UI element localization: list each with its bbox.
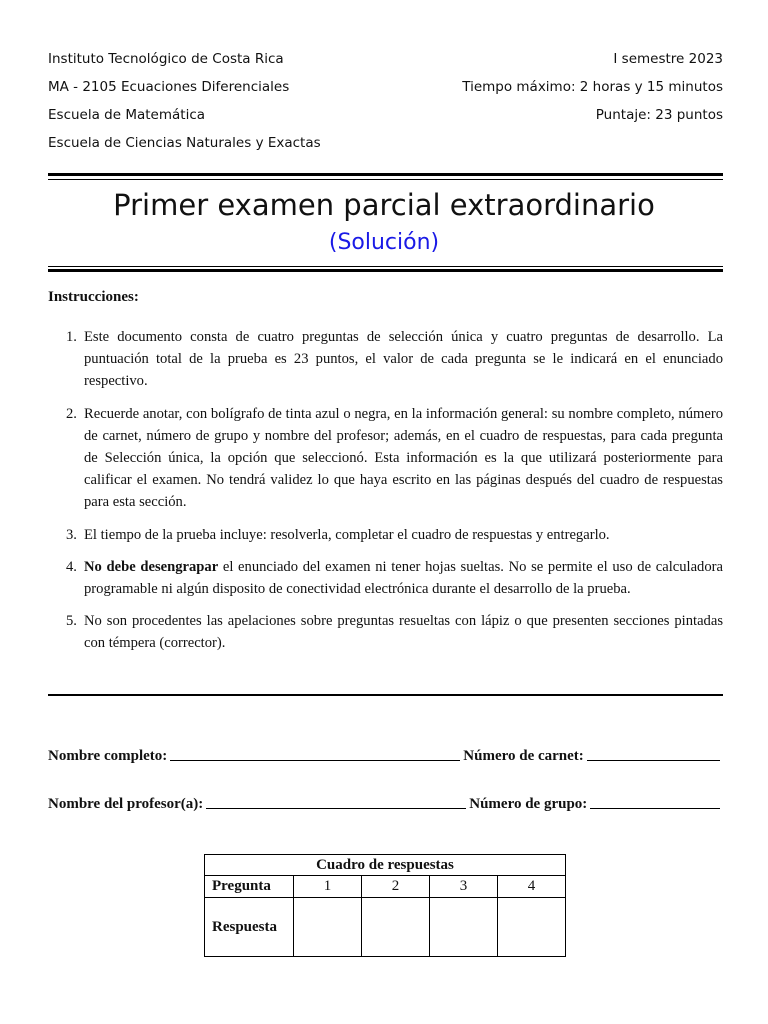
answers-caption: Cuadro de respuestas [205,855,566,876]
answer-cell-4[interactable] [498,898,566,957]
full-name-label: Nombre completo: [48,748,168,764]
professor-label: Nombre del profesor(a): [48,796,204,812]
exam-header [48,48,723,160]
school-math: Escuela de Matemática [48,107,206,123]
professor-line[interactable] [206,807,466,809]
instructions-heading: Instrucciones: [48,289,139,305]
exam-subtitle: (Solución) [328,230,440,255]
question-number: 3 [430,876,498,898]
instruction-item: 3. El tiempo de la prueba incluye: resolverla, completar el cuadro de respuestas y entregarlo. [66,526,610,543]
professor-group-row [48,796,723,813]
instruction-emphasis: No debe desengrapar [84,558,219,575]
group-label: Número de grupo: [469,796,588,812]
group-line[interactable] [590,807,720,809]
answer-cell-1[interactable] [294,898,362,957]
answer-cell-2[interactable] [362,898,430,957]
carnet-line[interactable] [587,759,720,761]
semester: I semestre 2023 [613,51,723,67]
instructions-list [48,326,723,665]
answers-table [204,854,566,957]
question-number: 2 [362,876,430,898]
question-number: 4 [498,876,566,898]
top-rule-thin [48,179,723,180]
instruction-item: 2. Recuerde anotar, con bolígrafo de tinta azul o negra, en la información general: su nombre completo, número de carnet, número de grupo y nombre del profesor; además, en el cuadro de respuestas, para cada pregunta de Selección única, la opción que seleccionó. Esta información es la que utilizará posteriormente para calificar el examen. No tendrá validez lo que haya escrito en las páginas después del cuadro de respuestas para esta sección. [66,405,723,511]
name-carnet-row [48,748,723,765]
instruction-item: 5. No son procedentes las apelaciones sobre preguntas resueltas con lápiz o que presenten secciones pintadas con témpera (corrector). [66,613,723,652]
title-rule-thin [48,266,723,267]
institution: Instituto Tecnológico de Costa Rica [48,51,284,67]
exam-title: Primer examen parcial extraordinario [113,188,655,222]
instruction-item: 1. Este documento consta de cuatro preguntas de selección única y cuatro preguntas de desarrollo. La puntuación total de la prueba es 23 puntos, el valor de cada pregunta se le indicará en el enunciado respectivo. [66,329,723,390]
full-name-line[interactable] [170,759,460,761]
title-rule-thick [48,269,723,272]
answer-cell-3[interactable] [430,898,498,957]
course: MA - 2105 Ecuaciones Diferenciales [48,79,290,95]
question-number: 1 [294,876,362,898]
school-sciences: Escuela de Ciencias Naturales y Exactas [48,135,321,151]
top-rule-thick [48,173,723,176]
answer-label: Respuesta [205,898,294,957]
instructions-rule [48,694,723,696]
score-total: Puntaje: 23 puntos [595,107,723,123]
max-time: Tiempo máximo: 2 horas y 15 minutos [462,79,723,95]
question-label: Pregunta [205,876,294,898]
instruction-item: 4. No debe desengrapar el enunciado del examen ni tener hojas sueltas. No se permite el uso de calculadora programable ni algún disposito de conectividad electrónica durante el desarrollo de la prueba. [66,558,723,598]
carnet-label: Número de carnet: [463,748,584,764]
